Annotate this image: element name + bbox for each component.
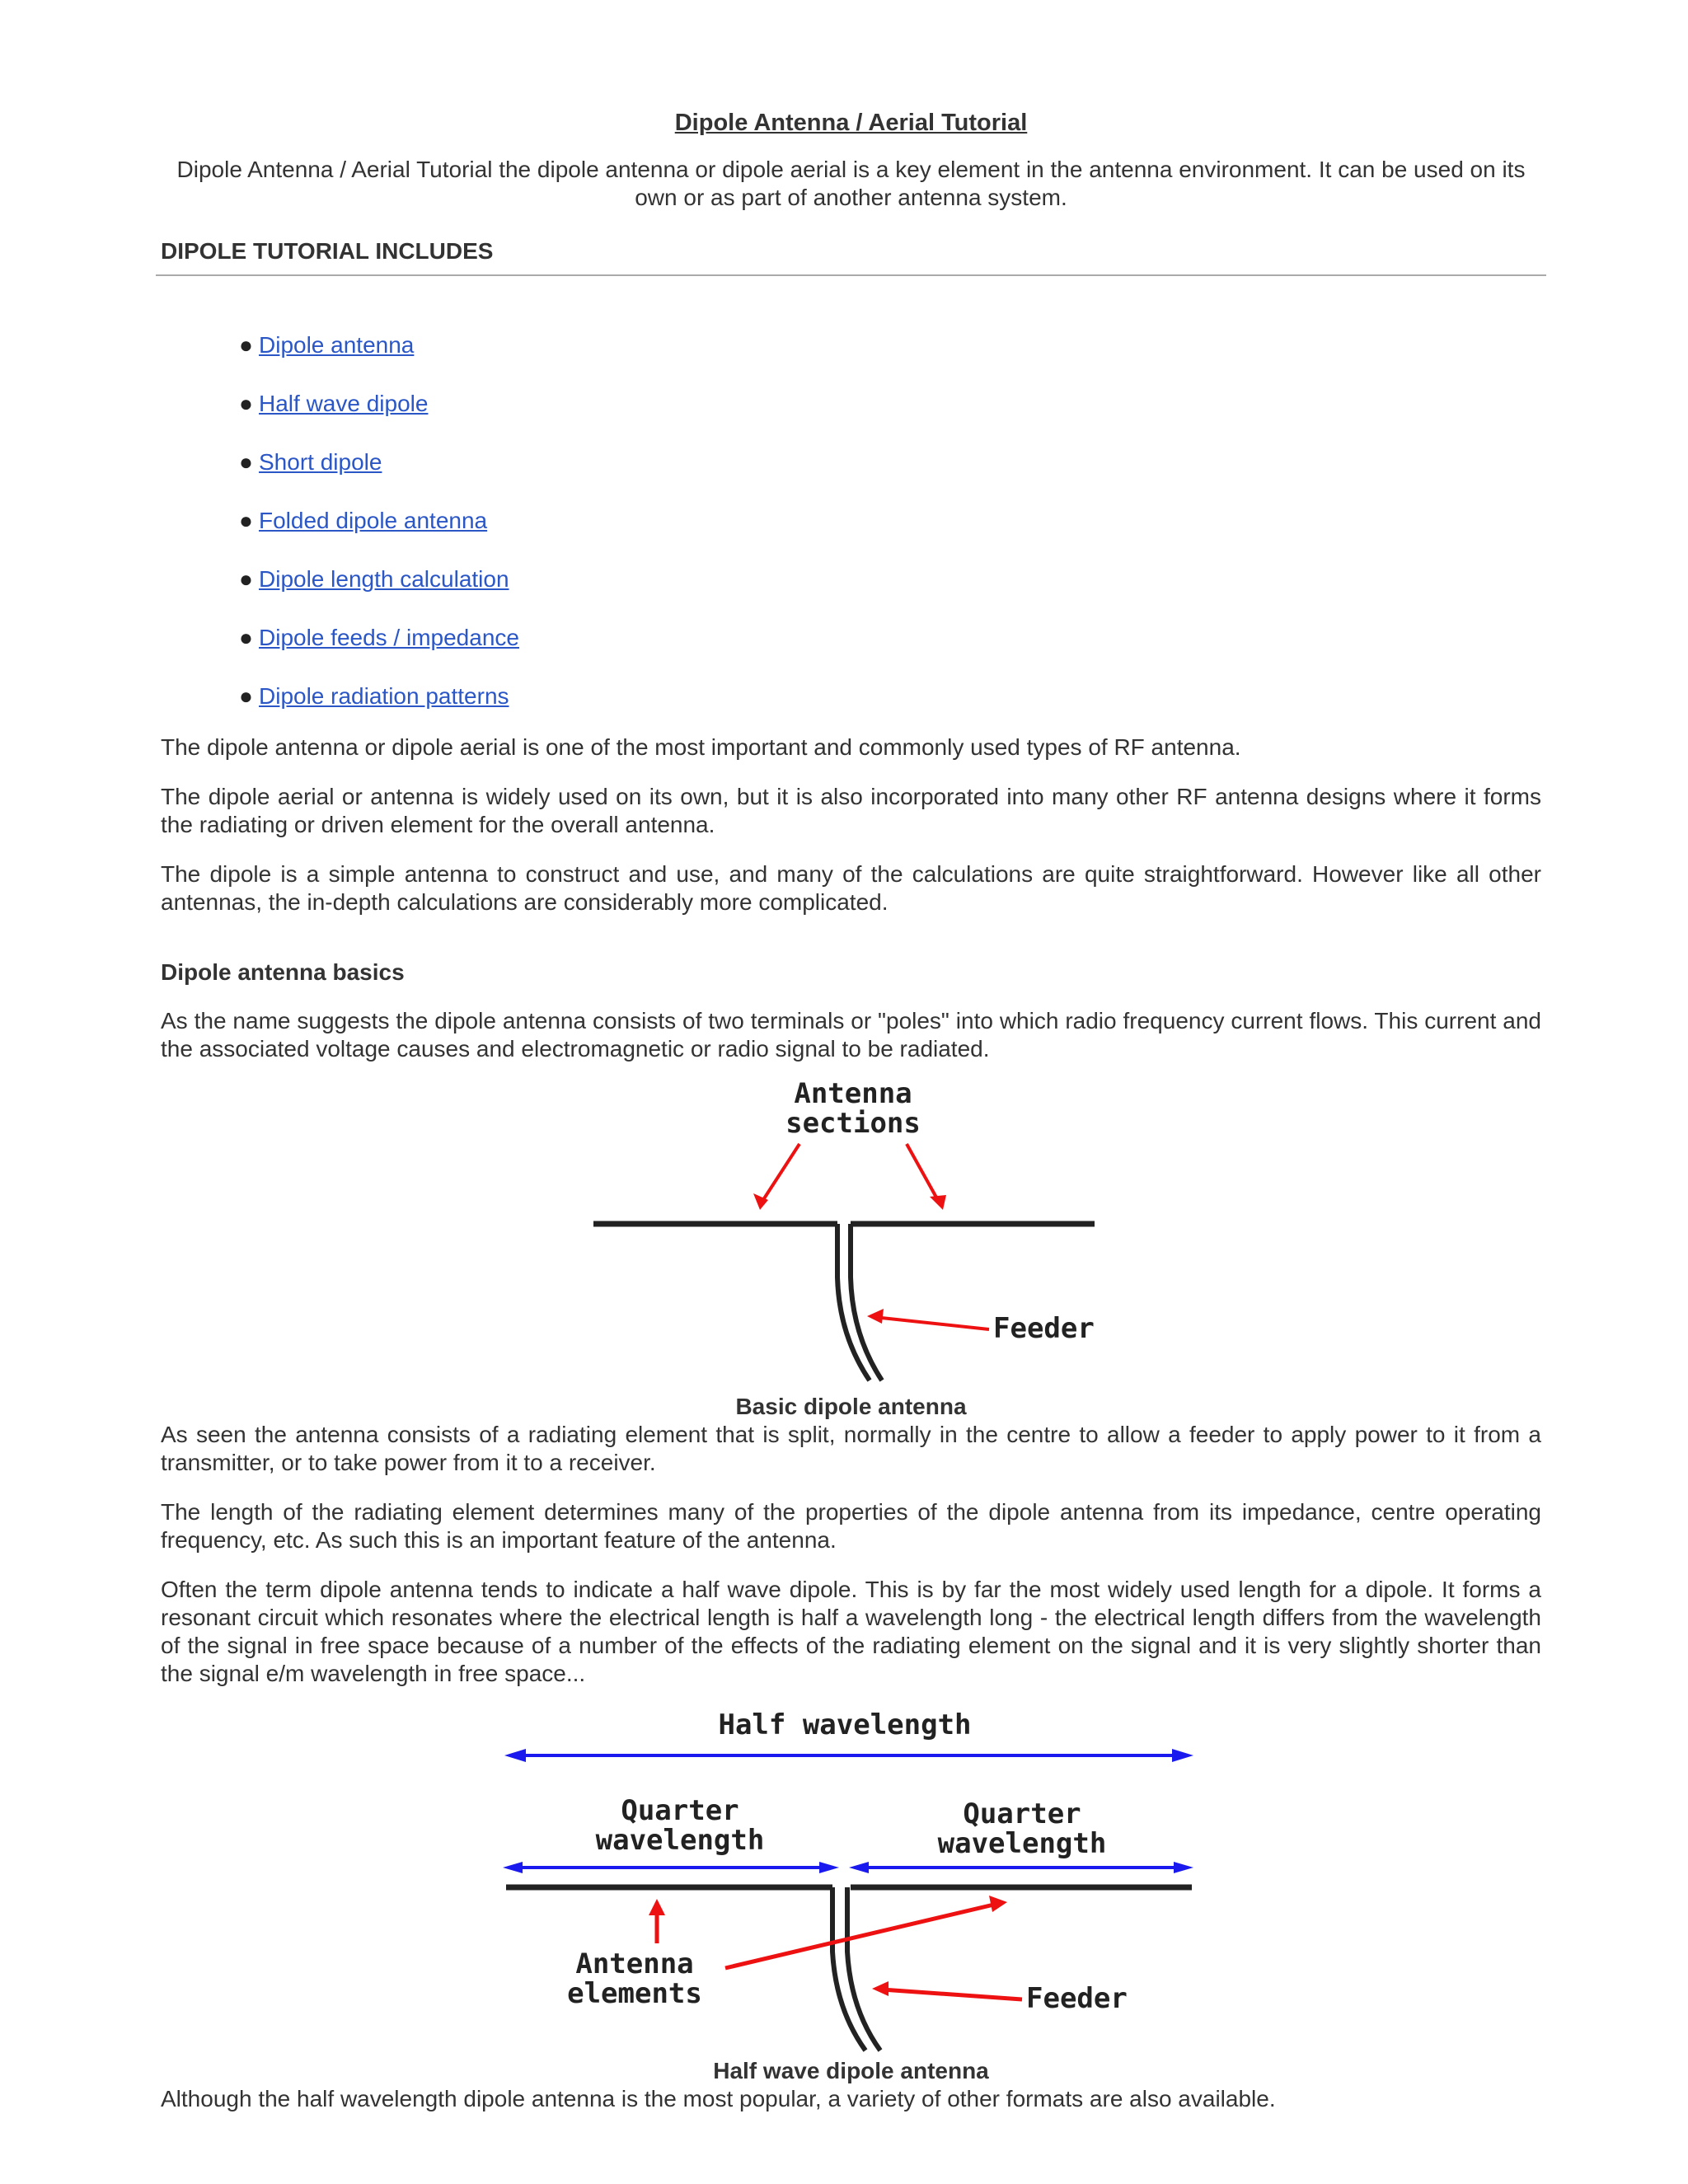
list-item [161, 331, 1479, 359]
link-dipole-antenna[interactable]: Dipole antenna [259, 332, 415, 358]
label-half-feeder: Feeder [1026, 1982, 1128, 2015]
arrow-half-right-head-icon [1172, 1749, 1193, 1762]
arrow-half-left-head-icon [504, 1749, 526, 1762]
intro-paragraph: Dipole Antenna / Aerial Tutorial the dipole antenna or dipole aerial is a key element in the antenna environment. It can be used on its own or as part of another antenna system. [176, 156, 1526, 210]
body-paragraph: The dipole is a simple antenna to construct and use, and many of the calculations are quite straightforward. However like all other antennas, the in-depth calculations are considerably more complicated. [161, 861, 1541, 915]
label-feeder: Feeder [993, 1312, 1095, 1345]
header-block [161, 109, 1541, 227]
label-quarter-left-2: wavelength [595, 1824, 765, 1857]
arrow-elements-up-head-icon [649, 1899, 665, 1915]
figure1-caption: Basic dipole antenna [735, 1394, 967, 1419]
body-paragraph: Often the term dipole antenna tends to indicate a half wave dipole. This is by far the most widely used length for a dipole. It forms a resonant circuit which resonates where the electrical length is half a wavelength long - the electrical length differs from the wavelength of the signal in free space because of a number of the effects of the radiating element on the signal and it is very slightly shorter than the signal e/m wavelength in free space... [161, 1577, 1541, 1686]
arrow-feeder [874, 1317, 989, 1329]
basics-paragraph: As the name suggests the dipole antenna consists of two terminals or "poles" into which radio frequency current flows. This current and the associated voltage causes and electromagnetic or radio signal to be radiated. [161, 1008, 1541, 1062]
link-folded-dipole[interactable]: Folded dipole antenna [259, 508, 488, 533]
body-paragraph: The dipole antenna or dipole aerial is one of the most important and commonly used types of RF antenna. [161, 734, 1241, 760]
label-antenna-elements-2: elements [567, 1977, 702, 2010]
tutorial-link-list [161, 331, 1479, 741]
basics-body [161, 1421, 1541, 1709]
link-half-wave-dipole[interactable]: Half wave dipole [259, 391, 429, 416]
link-dipole-radiation-patterns[interactable]: Dipole radiation patterns [259, 683, 509, 709]
intro-body [161, 733, 1541, 938]
link-short-dipole[interactable]: Short dipole [259, 449, 382, 475]
bullet-icon: ● [239, 332, 253, 358]
arrow-right-head-icon [930, 1195, 946, 1210]
link-dipole-length-calculation[interactable]: Dipole length calculation [259, 566, 509, 592]
arrow-elements-right [725, 1904, 997, 1968]
arrow-half-feeder [882, 1990, 1022, 1999]
bullet-icon: ● [239, 508, 253, 533]
closing-paragraph: Although the half wavelength dipole antenna is the most popular, a variety of other formats are also available. [161, 2086, 1276, 2111]
list-item [161, 390, 1479, 418]
label-half-wavelength: Half wavelength [718, 1708, 972, 1741]
arrow-quarter-left-head-a-icon [503, 1862, 523, 1873]
arrow-right-section [907, 1144, 940, 1203]
section-divider [156, 274, 1546, 276]
list-item [161, 682, 1479, 710]
bullet-icon: ● [239, 683, 253, 709]
arrow-elements-right-head-icon [989, 1896, 1007, 1912]
arrow-left-section [760, 1144, 799, 1205]
bullet-icon: ● [239, 391, 253, 416]
arrow-half-feeder-head-icon [872, 1981, 889, 1996]
bullet-icon: ● [239, 449, 253, 475]
label-antenna-sections-2: sections [785, 1107, 921, 1140]
list-item [161, 448, 1479, 476]
section-subheading: Dipole antenna basics [161, 959, 405, 985]
basic-dipole-diagram [577, 1071, 1121, 1409]
bullet-icon: ● [239, 625, 253, 650]
label-quarter-left-1: Quarter [621, 1794, 739, 1827]
half-wave-dipole-diagram [495, 1704, 1203, 2075]
body-paragraph: As seen the antenna consists of a radiating element that is split, normally in the centre to allow a feeder to apply power to it from a transmitter, or to take power from it to a receiver. [161, 1422, 1541, 1475]
link-dipole-feeds-impedance[interactable]: Dipole feeds / impedance [259, 625, 519, 650]
list-item [161, 507, 1479, 535]
arrow-quarter-right-head-b-icon [1174, 1862, 1193, 1873]
arrow-feeder-head-icon [867, 1309, 884, 1324]
label-antenna-sections-1: Antenna [794, 1077, 912, 1110]
label-antenna-elements-1: Antenna [575, 1947, 694, 1980]
label-quarter-right-2: wavelength [937, 1827, 1107, 1860]
arrow-quarter-right-head-a-icon [849, 1862, 869, 1873]
page-title: Dipole Antenna / Aerial Tutorial [674, 110, 1028, 136]
arrow-quarter-left-head-b-icon [819, 1862, 839, 1873]
figure2-caption: Half wave dipole antenna [713, 2058, 989, 2083]
label-quarter-right-1: Quarter [963, 1797, 1081, 1830]
includes-heading: DIPOLE TUTORIAL INCLUDES [161, 238, 494, 264]
list-item [161, 565, 1479, 593]
body-paragraph: The length of the radiating element determines many of the properties of the dipole antenna from its impedance, centre operating frequency, etc. As such this is an important feature of the antenna. [161, 1499, 1541, 1553]
bullet-icon: ● [239, 566, 253, 592]
list-item [161, 624, 1479, 652]
body-paragraph: The dipole aerial or antenna is widely used on its own, but it is also incorporated into many other RF antenna designs where it forms the radiating or driven element for the overall antenna. [161, 784, 1541, 837]
